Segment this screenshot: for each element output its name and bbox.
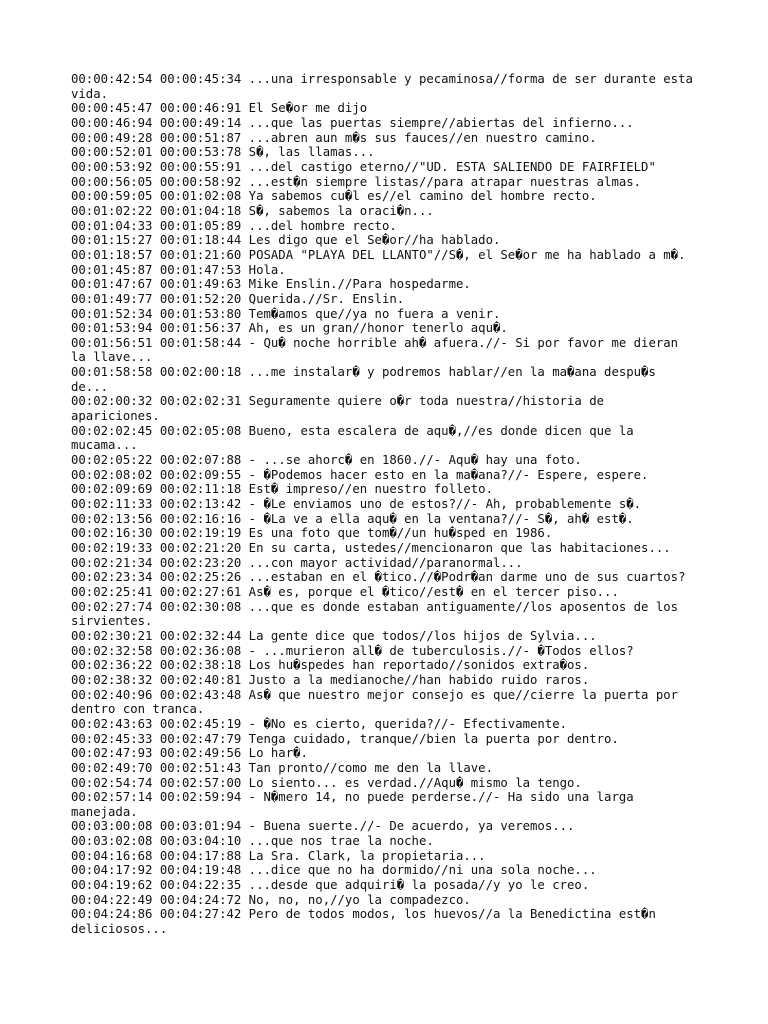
subtitle-line: 00:00:42:54 00:00:45:34 ...una irresponsable y pecaminosa//forma de ser durante esta vida. xyxy=(71,72,701,101)
subtitle-line: 00:02:40:96 00:02:43:48 As� que nuestro mejor consejo es que//cierre la puerta por dentro con tranca. xyxy=(71,687,686,717)
subtitle-line: 00:02:05:22 00:02:07:88 - ...se ahorc� en 1860.//- Aqu� hay una foto. xyxy=(71,453,582,468)
subtitle-line: 00:02:08:02 00:02:09:55 - �Podemos hacer esto en la ma�ana?//- Espere, espere. xyxy=(71,467,649,482)
subtitle-line: 00:00:53:92 00:00:55:91 ...del castigo eterno//"UD. ESTA SALIENDO DE FAIRFIELD" xyxy=(71,159,656,174)
subtitle-line: 00:02:38:32 00:02:40:81 Justo a la medianoche//han habido ruido raros. xyxy=(71,672,590,687)
subtitle-line: 00:02:16:30 00:02:19:19 Es una foto que tom�//un hu�sped en 1986. xyxy=(71,526,553,541)
subtitle-line: 00:02:27:74 00:02:30:08 ...que es donde estaban antiguamente//los aposentos de los sirvientes. xyxy=(71,599,686,629)
subtitle-line: 00:02:54:74 00:02:57:00 Lo siento... es verdad.//Aqu� mismo la tengo. xyxy=(71,775,582,790)
subtitle-line: 00:04:19:62 00:04:22:35 ...desde que adquiri� la posada//y yo le creo. xyxy=(71,878,590,893)
subtitle-line: 00:02:25:41 00:02:27:61 As� es, porque el �tico//est� en el tercer piso... xyxy=(71,584,619,599)
subtitle-line: 00:02:21:34 00:02:23:20 ...con mayor actividad//paranormal... xyxy=(71,555,523,570)
subtitle-line: 00:01:53:94 00:01:56:37 Ah, es un gran//honor tenerlo aqu�. xyxy=(71,321,508,336)
subtitle-line: 00:02:30:21 00:02:32:44 La gente dice que todos//los hijos de Sylvia... xyxy=(71,628,597,643)
subtitle-line: 00:02:47:93 00:02:49:56 Lo har�. xyxy=(71,746,308,761)
subtitle-line: 00:04:17:92 00:04:19:48 ...dice que no ha dormido//ni una sola noche... xyxy=(71,863,597,878)
subtitle-line: 00:04:22:49 00:04:24:72 No, no, no,//yo la compadezco. xyxy=(71,892,471,907)
subtitle-line: 00:04:16:68 00:04:17:88 La Sra. Clark, la propietaria... xyxy=(71,848,486,863)
subtitle-line: 00:02:09:69 00:02:11:18 Est� impreso//en nuestro folleto. xyxy=(71,482,493,497)
subtitle-line: 00:04:24:86 00:04:27:42 Pero de todos modos, los huevos//a la Benedictina est�n deliciosos... xyxy=(71,907,664,937)
subtitle-line: 00:01:18:57 00:01:21:60 POSADA "PLAYA DEL LLANTO"//S�, el Se�or me ha hablado a m�. xyxy=(71,247,686,262)
subtitle-line: 00:02:49:70 00:02:51:43 Tan pronto//como me den la llave. xyxy=(71,760,493,775)
subtitle-line: 00:01:45:87 00:01:47:53 Hola. xyxy=(71,262,286,277)
subtitle-line: 00:02:13:56 00:02:16:16 - �La ve a ella aqu� en la ventana?//- S�, ah� est�. xyxy=(71,511,634,526)
subtitle-line: 00:02:43:63 00:02:45:19 - �No es cierto, querida?//- Efectivamente. xyxy=(71,716,568,731)
subtitle-line: 00:02:02:45 00:02:05:08 Bueno, esta escalera de aqu�,//es donde dicen que la mucama... xyxy=(71,423,642,453)
subtitle-line: 00:02:36:22 00:02:38:18 Los hu�spedes han reportado//sonidos extra�os. xyxy=(71,658,590,673)
subtitle-line: 00:01:02:22 00:01:04:18 S�, sabemos la oraci�n... xyxy=(71,203,434,218)
subtitle-line: 00:02:45:33 00:02:47:79 Tenga cuidado, tranque//bien la puerta por dentro. xyxy=(71,731,619,746)
subtitle-line: 00:01:56:51 00:01:58:44 - Qu� noche horrible ah� afuera.//- Si por favor me dieran la llave... xyxy=(71,335,686,365)
subtitle-line: 00:00:56:05 00:00:58:92 ...est�n siempre listas//para atrapar nuestras almas. xyxy=(71,174,642,189)
subtitle-line: 00:01:47:67 00:01:49:63 Mike Enslin.//Para hospedarme. xyxy=(71,277,471,292)
subtitle-line: 00:00:46:94 00:00:49:14 ...que las puertas siempre//abiertas del infierno... xyxy=(71,115,634,130)
subtitle-document xyxy=(71,72,701,937)
subtitle-line: 00:01:15:27 00:01:18:44 Les digo que el Se�or//ha hablado. xyxy=(71,233,501,248)
subtitle-line: 00:02:57:14 00:02:59:94 - N�mero 14, no puede perderse.//- Ha sido una larga manejada. xyxy=(71,790,642,819)
subtitle-line: 00:01:49:77 00:01:52:20 Querida.//Sr. Enslin. xyxy=(71,291,405,306)
subtitle-line: 00:02:23:34 00:02:25:26 ...estaban en el �tico.//�Podr�an darme uno de sus cuartos? xyxy=(71,570,686,585)
subtitle-line: 00:00:45:47 00:00:46:91 El Se�or me dijo xyxy=(71,101,368,116)
subtitle-line: 00:02:11:33 00:02:13:42 - �Le enviamos uno de estos?//- Ah, probablemente s�. xyxy=(71,497,642,512)
subtitle-line: 00:00:52:01 00:00:53:78 S�, las llamas... xyxy=(71,145,375,160)
subtitle-line: 00:00:59:05 00:01:02:08 Ya sabemos cu�l es//el camino del hombre recto. xyxy=(71,189,597,204)
subtitle-line: 00:01:58:58 00:02:00:18 ...me instalar� y podremos hablar//en la ma�ana despu�s de... xyxy=(71,365,664,394)
subtitle-line: 00:02:00:32 00:02:02:31 Seguramente quiere o�r toda nuestra//historia de apariciones. xyxy=(71,394,612,424)
subtitle-line: 00:03:02:08 00:03:04:10 ...que nos trae la noche. xyxy=(71,834,434,849)
subtitle-line: 00:01:04:33 00:01:05:89 ...del hombre recto. xyxy=(71,218,397,233)
subtitle-line: 00:02:32:58 00:02:36:08 - ...murieron all� de tuberculosis.//- �Todos ellos? xyxy=(71,643,634,658)
subtitle-line: 00:02:19:33 00:02:21:20 En su carta, ustedes//mencionaron que las habitaciones... xyxy=(71,541,671,555)
subtitle-line: 00:00:49:28 00:00:51:87 ...abren aun m�s sus fauces//en nuestro camino. xyxy=(71,130,597,145)
subtitle-line: 00:03:00:08 00:03:01:94 - Buena suerte.//- De acuerdo, ya veremos... xyxy=(71,819,575,834)
subtitle-line: 00:01:52:34 00:01:53:80 Tem�amos que//ya no fuera a venir. xyxy=(71,306,501,321)
